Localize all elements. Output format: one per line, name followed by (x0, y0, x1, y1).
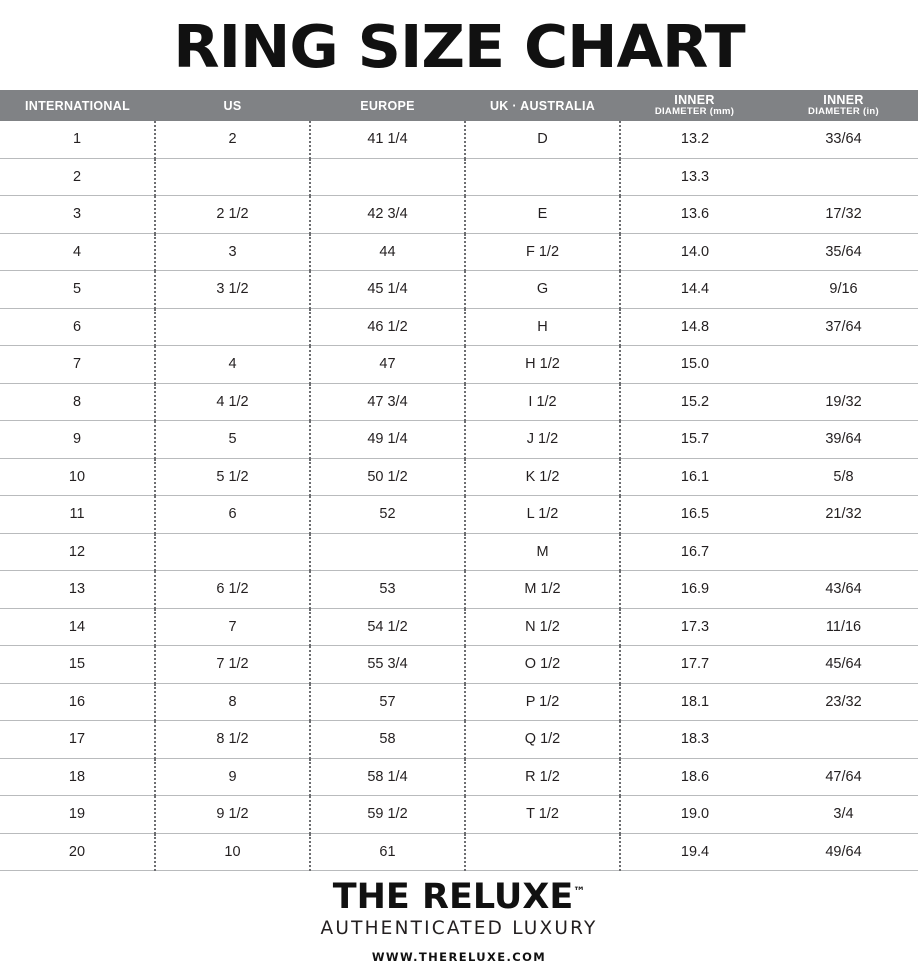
table-row (0, 758, 918, 796)
cell-international: 10 (0, 458, 155, 496)
table-row (0, 196, 918, 234)
cell-inner-diameter-mm: 18.3 (620, 721, 769, 759)
cell-international: 5 (0, 271, 155, 309)
footer (0, 877, 918, 964)
table-row (0, 271, 918, 309)
cell-europe (310, 533, 465, 571)
cell-uk-australia: J 1/2 (465, 421, 620, 459)
brand-text: THE RELUXE (332, 877, 574, 917)
table-header-row (0, 90, 918, 121)
table-row (0, 346, 918, 384)
cell-uk-australia: L 1/2 (465, 496, 620, 534)
cell-inner-diameter-mm: 13.2 (620, 121, 769, 158)
cell-inner-diameter-in: 5/8 (769, 458, 918, 496)
cell-us: 8 1/2 (155, 721, 310, 759)
table-row (0, 533, 918, 571)
cell-international: 4 (0, 233, 155, 271)
cell-europe: 61 (310, 833, 465, 871)
cell-inner-diameter-in (769, 158, 918, 196)
table-row (0, 683, 918, 721)
cell-international: 14 (0, 608, 155, 646)
cell-international: 13 (0, 571, 155, 609)
cell-us (155, 533, 310, 571)
column-header-inner-diameter-in-line2: DIAMETER (in) (808, 106, 879, 118)
cell-inner-diameter-mm: 15.0 (620, 346, 769, 384)
table-body (0, 121, 918, 871)
cell-europe: 52 (310, 496, 465, 534)
cell-uk-australia: D (465, 121, 620, 158)
cell-europe: 58 (310, 721, 465, 759)
table-row (0, 796, 918, 834)
cell-inner-diameter-mm: 16.1 (620, 458, 769, 496)
cell-inner-diameter-in: 9/16 (769, 271, 918, 309)
cell-international: 2 (0, 158, 155, 196)
cell-us: 6 1/2 (155, 571, 310, 609)
cell-inner-diameter-in: 45/64 (769, 646, 918, 684)
table-header (0, 90, 918, 121)
cell-uk-australia: T 1/2 (465, 796, 620, 834)
cell-inner-diameter-in: 35/64 (769, 233, 918, 271)
cell-us: 4 1/2 (155, 383, 310, 421)
cell-international: 7 (0, 346, 155, 384)
cell-uk-australia (465, 833, 620, 871)
cell-europe: 47 3/4 (310, 383, 465, 421)
cell-inner-diameter-in: 47/64 (769, 758, 918, 796)
cell-europe: 58 1/4 (310, 758, 465, 796)
table-row (0, 383, 918, 421)
cell-uk-australia: H (465, 308, 620, 346)
table-row (0, 646, 918, 684)
cell-inner-diameter-in: 3/4 (769, 796, 918, 834)
cell-uk-australia: N 1/2 (465, 608, 620, 646)
column-header-uk-australia: UK · AUSTRALIA (465, 90, 620, 121)
cell-inner-diameter-mm: 13.6 (620, 196, 769, 234)
cell-uk-australia: R 1/2 (465, 758, 620, 796)
table-row (0, 608, 918, 646)
cell-international: 8 (0, 383, 155, 421)
cell-us (155, 158, 310, 196)
table-row (0, 496, 918, 534)
cell-europe (310, 158, 465, 196)
cell-inner-diameter-in: 21/32 (769, 496, 918, 534)
column-header-international: INTERNATIONAL (0, 90, 155, 121)
table-row (0, 458, 918, 496)
cell-inner-diameter-in: 33/64 (769, 121, 918, 158)
cell-international: 20 (0, 833, 155, 871)
cell-uk-australia: M 1/2 (465, 571, 620, 609)
cell-inner-diameter-in: 23/32 (769, 683, 918, 721)
column-header-inner-diameter-in (769, 90, 918, 121)
brand-name (332, 877, 586, 917)
cell-uk-australia: K 1/2 (465, 458, 620, 496)
cell-us: 7 1/2 (155, 646, 310, 684)
cell-europe: 45 1/4 (310, 271, 465, 309)
cell-us: 3 (155, 233, 310, 271)
cell-us (155, 308, 310, 346)
cell-international: 15 (0, 646, 155, 684)
cell-inner-diameter-mm: 15.7 (620, 421, 769, 459)
cell-uk-australia: H 1/2 (465, 346, 620, 384)
cell-uk-australia: E (465, 196, 620, 234)
cell-us: 5 1/2 (155, 458, 310, 496)
cell-inner-diameter-mm: 19.0 (620, 796, 769, 834)
cell-us: 6 (155, 496, 310, 534)
cell-inner-diameter-mm: 19.4 (620, 833, 769, 871)
cell-inner-diameter-in (769, 346, 918, 384)
ring-size-table (0, 90, 918, 871)
cell-uk-australia: M (465, 533, 620, 571)
trademark-symbol: ™ (573, 884, 586, 899)
cell-uk-australia: O 1/2 (465, 646, 620, 684)
column-header-us: US (155, 90, 310, 121)
cell-europe: 47 (310, 346, 465, 384)
cell-us: 3 1/2 (155, 271, 310, 309)
cell-inner-diameter-mm: 18.1 (620, 683, 769, 721)
cell-inner-diameter-in: 39/64 (769, 421, 918, 459)
brand-website: WWW.THERELUXE.COM (371, 950, 547, 964)
cell-uk-australia: F 1/2 (465, 233, 620, 271)
table-row (0, 308, 918, 346)
cell-uk-australia: P 1/2 (465, 683, 620, 721)
cell-uk-australia: Q 1/2 (465, 721, 620, 759)
cell-us: 9 1/2 (155, 796, 310, 834)
cell-europe: 50 1/2 (310, 458, 465, 496)
cell-europe: 44 (310, 233, 465, 271)
cell-inner-diameter-mm: 15.2 (620, 383, 769, 421)
table-row (0, 421, 918, 459)
cell-europe: 49 1/4 (310, 421, 465, 459)
table-row (0, 833, 918, 871)
cell-inner-diameter-mm: 16.7 (620, 533, 769, 571)
cell-europe: 54 1/2 (310, 608, 465, 646)
cell-uk-australia: G (465, 271, 620, 309)
cell-us: 5 (155, 421, 310, 459)
cell-inner-diameter-in (769, 721, 918, 759)
cell-inner-diameter-mm: 16.9 (620, 571, 769, 609)
cell-uk-australia: I 1/2 (465, 383, 620, 421)
cell-inner-diameter-in: 17/32 (769, 196, 918, 234)
table-row (0, 158, 918, 196)
cell-europe: 41 1/4 (310, 121, 465, 158)
cell-us: 7 (155, 608, 310, 646)
cell-inner-diameter-in: 49/64 (769, 833, 918, 871)
cell-international: 6 (0, 308, 155, 346)
cell-inner-diameter-in: 43/64 (769, 571, 918, 609)
cell-us: 10 (155, 833, 310, 871)
cell-international: 16 (0, 683, 155, 721)
cell-us: 2 1/2 (155, 196, 310, 234)
cell-uk-australia (465, 158, 620, 196)
table-row (0, 121, 918, 158)
cell-inner-diameter-mm: 17.7 (620, 646, 769, 684)
column-header-europe: EUROPE (310, 90, 465, 121)
cell-international: 18 (0, 758, 155, 796)
cell-inner-diameter-in: 19/32 (769, 383, 918, 421)
cell-europe: 42 3/4 (310, 196, 465, 234)
cell-inner-diameter-mm: 14.8 (620, 308, 769, 346)
cell-europe: 55 3/4 (310, 646, 465, 684)
cell-international: 12 (0, 533, 155, 571)
brand-tagline: AUTHENTICATED LUXURY (320, 918, 598, 939)
cell-europe: 53 (310, 571, 465, 609)
cell-europe: 46 1/2 (310, 308, 465, 346)
cell-europe: 59 1/2 (310, 796, 465, 834)
column-header-inner-diameter-mm-line1: INNER (674, 92, 715, 107)
cell-inner-diameter-in: 11/16 (769, 608, 918, 646)
table-row (0, 571, 918, 609)
cell-international: 9 (0, 421, 155, 459)
cell-us: 4 (155, 346, 310, 384)
cell-inner-diameter-mm: 17.3 (620, 608, 769, 646)
table-row (0, 721, 918, 759)
cell-inner-diameter-mm: 14.0 (620, 233, 769, 271)
cell-inner-diameter-in: 37/64 (769, 308, 918, 346)
cell-us: 8 (155, 683, 310, 721)
cell-inner-diameter-mm: 16.5 (620, 496, 769, 534)
cell-inner-diameter-mm: 18.6 (620, 758, 769, 796)
cell-europe: 57 (310, 683, 465, 721)
cell-international: 3 (0, 196, 155, 234)
cell-inner-diameter-in (769, 533, 918, 571)
cell-international: 17 (0, 721, 155, 759)
column-header-inner-diameter-mm (620, 90, 769, 121)
column-header-inner-diameter-in-line1: INNER (823, 92, 864, 107)
cell-international: 11 (0, 496, 155, 534)
table-row (0, 233, 918, 271)
cell-us: 9 (155, 758, 310, 796)
cell-international: 1 (0, 121, 155, 158)
cell-inner-diameter-mm: 14.4 (620, 271, 769, 309)
column-header-inner-diameter-mm-line2: DIAMETER (mm) (654, 106, 735, 118)
cell-inner-diameter-mm: 13.3 (620, 158, 769, 196)
cell-us: 2 (155, 121, 310, 158)
cell-international: 19 (0, 796, 155, 834)
page-title: RING SIZE CHART (173, 12, 745, 81)
